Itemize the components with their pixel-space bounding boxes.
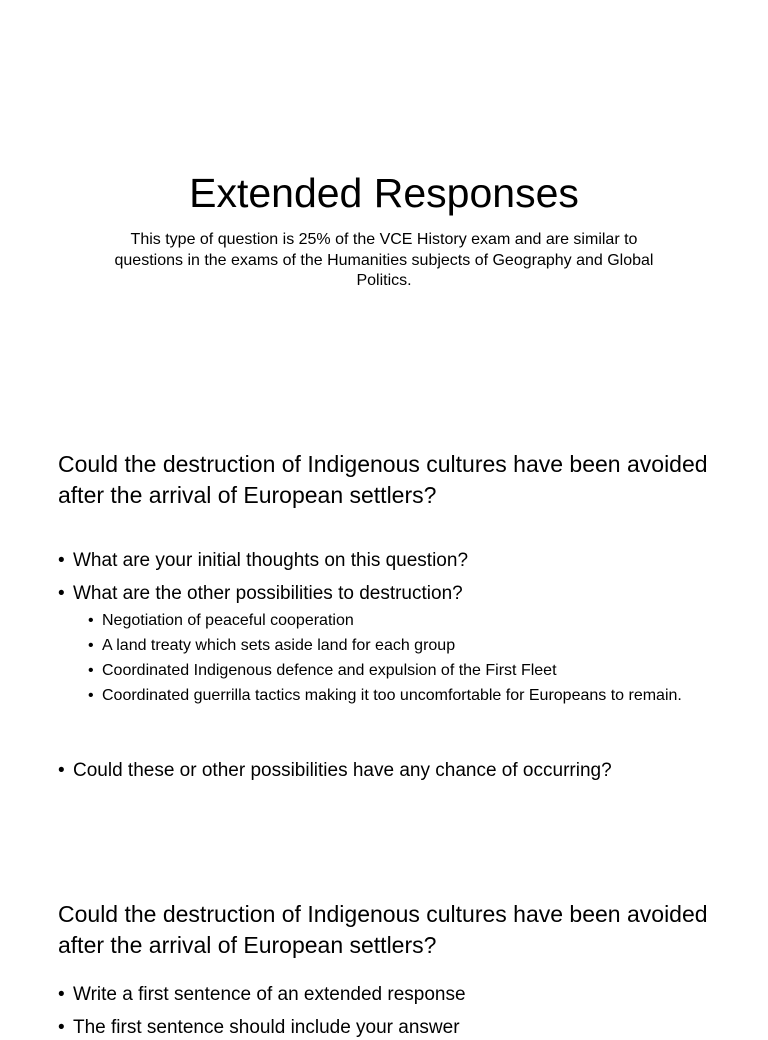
- sub-bullet-marker: •: [88, 662, 94, 679]
- sub-bullet-text: Coordinated guerrilla tactics making it too uncomfortable for Europeans to remain.: [102, 687, 682, 704]
- sub-bullet-marker: •: [88, 612, 94, 629]
- slide-title: [0, 0, 768, 392]
- sub-bullet-marker: •: [88, 687, 94, 704]
- slide-title-heading: Extended Responses: [189, 170, 579, 216]
- sub-bullet-text: A land treaty which sets aside land for each group: [102, 637, 456, 654]
- bullet-text: What are your initial thoughts on this question?: [73, 550, 469, 571]
- bullet-marker: •: [58, 760, 65, 781]
- sub-bullet-item: [88, 636, 698, 656]
- slide-writing-task: [0, 844, 768, 1038]
- slide-subtitle: This type of question is 25% of the VCE History exam and are similar to questions in the exams of the Humanities subjects of Geography and Global Politics.: [114, 231, 654, 289]
- slide-question: [0, 392, 768, 844]
- bullet-text: The first sentence should include your answer: [73, 1017, 460, 1038]
- bullet-item: [58, 983, 466, 1007]
- sub-bullet-marker: •: [88, 637, 94, 654]
- sub-bullet-text: Negotiation of peaceful cooperation: [102, 612, 354, 629]
- bullet-marker: •: [58, 550, 65, 571]
- sub-bullet-text: Coordinated Indigenous defence and expulsion of the First Fleet: [102, 662, 557, 679]
- bullet-item: [58, 759, 612, 783]
- bullet-text: Could these or other possibilities have any chance of occurring?: [73, 760, 612, 781]
- sub-bullet-item: [88, 611, 698, 631]
- bullet-text: What are the other possibilities to destruction?: [73, 583, 463, 604]
- bullet-marker: •: [58, 984, 65, 1005]
- bullet-marker: •: [58, 583, 65, 604]
- bullet-item: [58, 1016, 460, 1040]
- sub-bullet-item: [88, 661, 698, 681]
- bullet-item: [58, 549, 468, 573]
- sub-bullet-item: [88, 686, 698, 706]
- question-heading: Could the destruction of Indigenous cultures have been avoided after the arrival of European settlers?: [58, 901, 708, 958]
- question-heading: Could the destruction of Indigenous cultures have been avoided after the arrival of European settlers?: [58, 451, 708, 508]
- bullet-text: Write a first sentence of an extended response: [73, 984, 466, 1005]
- bullet-marker: •: [58, 1017, 65, 1038]
- bullet-item: [58, 582, 463, 606]
